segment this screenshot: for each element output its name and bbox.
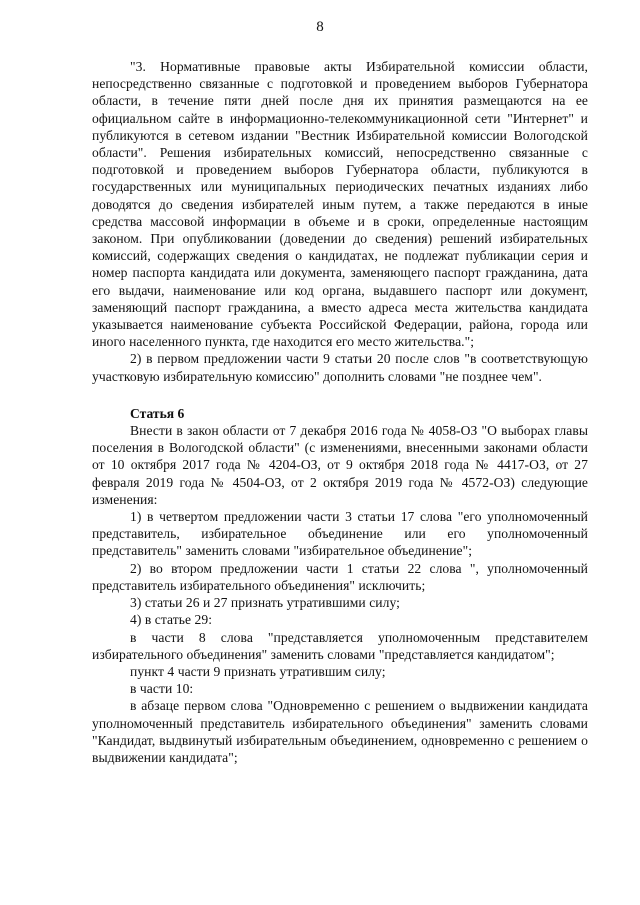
article-item-4-part-9: пункт 4 части 9 признать утратившим силу; [130,663,386,679]
article-item-4-part-10-para-1: в абзаце первом слова "Одновременно с решением о выдвижении кандидата уполномоченный представитель избирательного объединения" заменить словами "Кандидат, выдвинутый избирательным объединением, одновременно с решением о выдвижении кандидата"; [92,698,588,765]
paragraph-part-3: "3. Нормативные правовые акты Избирательной комиссии области, непосредственно связанные с подготовкой и проведением выборов Губернатора области, в течение пяти дней после дня их принятия размещаются на ее официальном сайте в информационно-телекоммуникационной сети "Интернет" и публикуются в сетевом издании "Вестник Избирательной комиссии Вологодской области". Решения избирательных комиссий, непосредственно связанные с подготовкой и проведением выборов Губернатора области, публикуются в государственных или муниципальных периодических печатных изданиях либо доводятся до сведения избирателей иным путем, а также передаются в иные средства массовой информации в объеме и в сроки, определенные настоящим законом. При опубликовании (доведении до сведения) решений избирательных комиссий, содержащих сведения о кандидатах, не подлежат публикации серия и номер паспорта кандидата или документа, заменяющего паспорт гражданина, дата его выдачи, наименование или код органа, выдавшего паспорт или документ, заменяющий паспорт гражданина, а вместо адреса места жительства кандидата указывается наименование субъекта Российской Федерации, района, города или иного населенного пункта, где находится его место жительства."; [92,59,588,350]
article-item-3: 3) статьи 26 и 27 признать утратившими силу; [130,595,400,611]
article-heading: Статья 6 [130,405,185,421]
article-item-4-part-8: в части 8 слова "представляется уполномоченным представителем избирательного объединения" заменить словами "представляется кандидатом"; [92,629,588,662]
article-intro: Внести в закон области от 7 декабря 2016 года № 4058-ОЗ "О выборах главы поселения в Вологодской области" (с изменениями, внесенными законами области от 10 октября 2017 года № 4204-ОЗ, от 9 октября 2018 года № 4417-ОЗ, от 27 февраля 2019 года № 4504-ОЗ, от 2 октября 2019 года № 4572-ОЗ) следующие изменения: [92,423,588,507]
page-number: 8 [316,19,324,35]
article-item-1: 1) в четвертом предложении части 3 статьи 17 слова "его уполномоченный представитель, избирательное объединение или его уполномоченный представитель" заменить словами "избирательное объединение"; [92,509,588,559]
document-body [92,58,588,766]
article-item-4-part-10: в части 10: [130,681,194,697]
article-item-2: 2) во втором предложении части 1 статьи 22 слова ", уполномоченный представитель избирательного объединения" исключить; [92,560,588,593]
paragraph-item-2: 2) в первом предложении части 9 статьи 20 после слов "в соответствующую участковую избирательную комиссию" дополнить словами "не позднее чем". [92,351,588,384]
article-item-4: 4) в статье 29: [130,612,213,628]
section-gap [92,385,588,405]
